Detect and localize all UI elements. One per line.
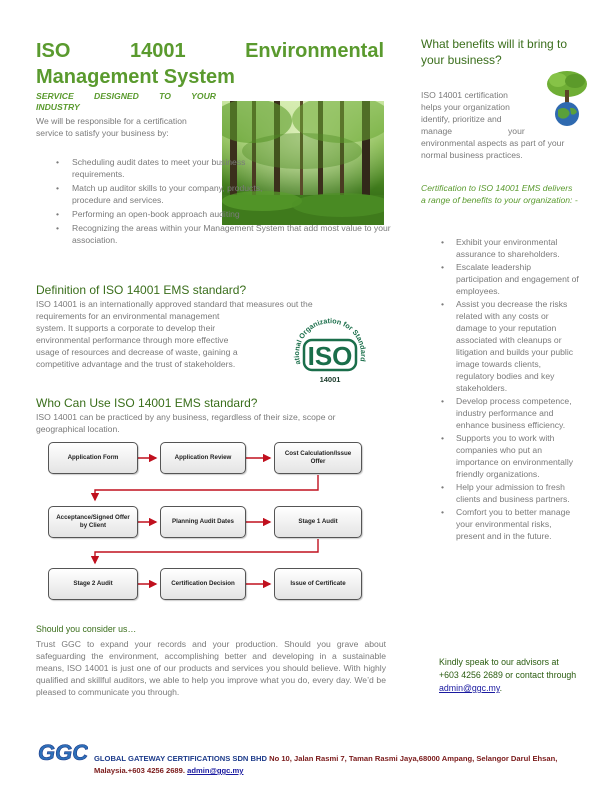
page-title [36,38,384,90]
list-item: • Develop process competence, industry performance and enhance business efficiency. [421,395,579,431]
benefits-intro: Certification to ISO 14001 EMS delivers a range of benefits to your organization: - [421,183,578,205]
tagline-word: YOUR [191,91,216,101]
usage-heading: Who Can Use ISO 14001 EMS standard? [36,396,258,410]
cert-line: ISO 14001 certification [421,90,508,100]
list-item: • Comfort you to better manage your environmental risks, present and in the future. [421,506,579,542]
list-item: • Recognizing the areas within your Management System that add most value to your association. [36,222,396,246]
process-step-cost-calculation: Cost Calculation/Issue Offer [274,442,362,474]
title-word: Environmental [245,40,384,62]
tagline [36,91,216,113]
definition-line: requirements for an environmental management [36,311,220,321]
process-step-stage-2-audit: Stage 2 Audit [48,568,138,600]
arrow [95,475,318,500]
process-step-planning-audit-dates: Planning Audit Dates [160,506,246,538]
company-address: No 10, Jalan Rasmi 7, Taman Rasmi Jaya,68000 Ampang, Selangor Darul Ehsan, Malaysia.+603 4256 2689. [94,754,558,775]
title-word: 14001 [129,40,186,62]
tagline-line-2: INDUSTRY [36,102,80,112]
list-item: • Escalate leadership participation and engagement of employees. [421,261,579,297]
benefits-list [421,236,579,543]
title-word: ISO [36,40,71,62]
benefits-heading: What benefits will it bring to your business? [421,37,568,67]
definition-line: competitive advantage and the trust of stakeholders. [36,359,236,369]
intro-text: We will be responsible for a certification service to satisfy your business by: [36,116,187,138]
process-step-application-review: Application Review [160,442,246,474]
list-item: • Help your admission to fresh clients and business partners. [421,481,579,505]
company-name: GLOBAL GATEWAY CERTIFICATIONS SDN BHD [94,754,267,763]
footer [94,753,564,777]
definition-line: ISO 14001 is an internationally approved standard that measures out the [36,299,313,309]
tagline-word: DESIGNED [93,91,139,101]
contact-message: Kindly speak to our advisors at +603 4256 2689 or contact through [439,657,577,680]
tagline-word: TO [159,91,171,101]
title-line-2: Management System [36,66,235,88]
contact-email-link[interactable]: admin@ggc.my [439,683,500,693]
services-list [36,156,396,248]
contact-end: . [499,683,503,693]
definition-heading: Definition of ISO 14001 EMS standard? [36,283,247,297]
cert-line: identify, prioritize and [421,114,502,124]
iso-ring-text: ational Organization for Standard [291,316,369,366]
list-item: • Supports you to work with companies who put an importance on environmentally friendly organizations. [421,432,579,480]
consider-heading: Should you consider us… [36,624,137,634]
tagline-word: SERVICE [36,91,74,101]
cert-line: environmental aspects as part of your normal business practices. [421,138,565,160]
definition-line: environmental performance through more effective [36,335,229,345]
list-item: • Assist you decrease the risks related with any costs or damage to your reputation associated with cleanups or litigation and builds your public image towards clients, regulatory bodies and key stakeholders. [421,298,579,394]
list-item: • Exhibit your environmental assurance to shareholders. [421,236,579,260]
logo-text: GGC [38,740,88,765]
list-item: • Scheduling audit dates to meet your business requirements. [36,156,272,180]
process-step-stage-1-audit: Stage 1 Audit [274,506,362,538]
process-step-issue-certificate: Issue of Certificate [274,568,362,600]
usage-body: ISO 14001 can be practiced by any business, regardless of their size, scope or geographical location. [36,412,336,434]
definition-line: system. It supports a corporate to develop their [36,323,216,333]
process-step-certification-decision: Certification Decision [160,568,246,600]
process-step-application-form: Application Form [48,442,138,474]
ggc-logo [36,739,88,765]
iso-mark: ISO [307,341,353,371]
definition-line: usage of resources and decrease of waste, gaining a [36,347,238,357]
consider-body: Trust GGC to expand your records and your production. Should you grave about safeguarding the environment, accomplishing better and developing in a sustainable means, ISO 14001 is just one of our products and services you should believe. With highly qualified and skillful auditors, we able to help you improve what you do, every day. We’d be pleased to communicate you through. [36,639,386,697]
certification-text [421,89,579,161]
iso-number: 14001 [319,375,341,384]
iso-logo [286,310,374,398]
arrow [95,539,318,563]
list-item: • Match up auditor skills to your company, products, procedure and services. [36,182,272,206]
cert-line: helps your organization [421,102,510,112]
footer-email-link[interactable]: admin@ggc.my [187,766,244,775]
cert-word: manage [421,126,453,136]
contact-text [439,656,581,695]
list-item: • Performing an open-book approach auditing [36,208,396,220]
cert-word: your [508,126,525,136]
process-step-acceptance: Acceptance/Signed Offer by Client [48,506,138,538]
